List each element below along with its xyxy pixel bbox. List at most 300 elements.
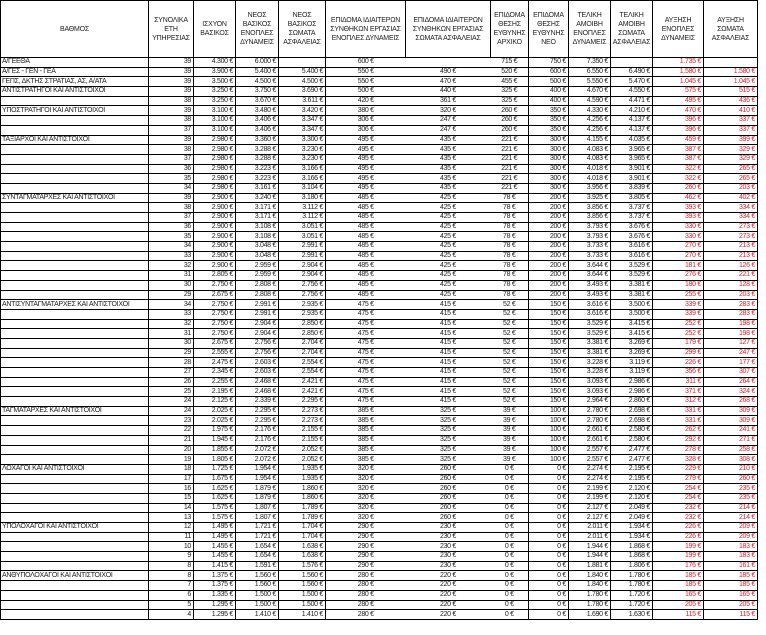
cell-current-basic: 2.750 €	[194, 280, 236, 290]
cell-total-pay-security: 2.580 €	[611, 426, 653, 436]
cell-responsibility-allowance-initial: 52 €	[491, 319, 529, 329]
cell-responsibility-allowance-new: 150 €	[529, 319, 569, 329]
cell-new-basic-armed: 1.410 €	[236, 610, 279, 620]
table-row	[1, 561, 758, 571]
cell-responsibility-allowance-initial: 52 €	[491, 309, 529, 319]
cell-special-allowance-security: 415 €	[406, 300, 491, 310]
cell-rank	[1, 610, 149, 620]
cell-special-allowance-security: 470 €	[406, 77, 491, 87]
cell-increase-security: 115 €	[704, 610, 758, 620]
cell-current-basic: 1.375 €	[194, 581, 236, 591]
cell-special-allowance-security: 435 €	[406, 174, 491, 184]
cell-years: 39	[149, 135, 194, 145]
cell-rank	[1, 309, 149, 319]
cell-increase-security: 329 €	[704, 154, 758, 164]
cell-increase-armed: 328 €	[653, 455, 704, 465]
cell-increase-armed: 179 €	[653, 338, 704, 348]
cell-years: 37	[149, 213, 194, 223]
cell-total-pay-security: 1.630 €	[611, 610, 653, 620]
cell-responsibility-allowance-initial: 78 €	[491, 280, 529, 290]
cell-new-basic-armed: 3.406 €	[236, 116, 279, 126]
table-row	[1, 416, 758, 426]
cell-current-basic: 1.455 €	[194, 552, 236, 562]
cell-responsibility-allowance-initial: 221 €	[491, 174, 529, 184]
cell-total-pay-security: 2.120 €	[611, 484, 653, 494]
cell-increase-armed: 330 €	[653, 232, 704, 242]
cell-responsibility-allowance-new: 350 €	[529, 125, 569, 135]
cell-increase-armed: 205 €	[653, 600, 704, 610]
cell-responsibility-allowance-initial: 52 €	[491, 300, 529, 310]
cell-increase-armed: 330 €	[653, 222, 704, 232]
cell-total-pay-armed: 3.228 €	[569, 368, 611, 378]
cell-rank	[1, 581, 149, 591]
cell-current-basic: 2.900 €	[194, 203, 236, 213]
cell-increase-security: 265 €	[704, 174, 758, 184]
cell-new-basic-armed: 1.721 €	[236, 532, 279, 542]
cell-current-basic: 1.625 €	[194, 484, 236, 494]
cell-years: 39	[149, 193, 194, 203]
cell-new-basic-armed: 2.295 €	[236, 416, 279, 426]
cell-special-allowance-security: 435 €	[406, 183, 491, 193]
cell-new-basic-security: 3.611 €	[279, 96, 326, 106]
cell-years: 18	[149, 464, 194, 474]
cell-responsibility-allowance-new: 0 €	[529, 464, 569, 474]
cell-total-pay-armed: 4.018 €	[569, 174, 611, 184]
table-row	[1, 309, 758, 319]
cell-special-allowance-security: 435 €	[406, 135, 491, 145]
header-rank: ΒΑΘΜΟΣ	[1, 1, 149, 58]
cell-rank	[1, 164, 149, 174]
cell-new-basic-armed: 3.048 €	[236, 251, 279, 261]
header-current-basic: ΙΣΧΥΟΝ ΒΑΣΙΚΟΣ	[194, 1, 236, 58]
cell-special-allowance-armed: 485 €	[326, 203, 406, 213]
cell-total-pay-security: 3.119 €	[611, 368, 653, 378]
cell-new-basic-security: 1.638 €	[279, 552, 326, 562]
cell-new-basic-security: 3.690 €	[279, 87, 326, 97]
cell-current-basic: 2.900 €	[194, 251, 236, 261]
cell-responsibility-allowance-new: 100 €	[529, 416, 569, 426]
cell-new-basic-armed: 2.756 €	[236, 338, 279, 348]
table-row	[1, 397, 758, 407]
cell-current-basic: 2.900 €	[194, 222, 236, 232]
cell-years: 12	[149, 523, 194, 533]
table-row	[1, 77, 758, 87]
cell-new-basic-security	[279, 58, 326, 68]
cell-total-pay-armed: 3.093 €	[569, 377, 611, 387]
cell-rank: ΓΕΠΣ, ΔΚΤΗΣ ΣΤΡΑΤΙΑΣ, ΑΣ, Α/ΑΤΑ	[1, 77, 149, 87]
cell-special-allowance-armed: 475 €	[326, 397, 406, 407]
cell-increase-armed: 387 €	[653, 145, 704, 155]
cell-total-pay-armed: 3.529 €	[569, 319, 611, 329]
cell-special-allowance-armed: 290 €	[326, 561, 406, 571]
cell-current-basic: 3.250 €	[194, 96, 236, 106]
cell-current-basic: 2.675 €	[194, 290, 236, 300]
table-row	[1, 271, 758, 281]
cell-rank	[1, 377, 149, 387]
cell-years: 39	[149, 58, 194, 68]
cell-responsibility-allowance-initial: 52 €	[491, 397, 529, 407]
cell-special-allowance-security: 425 €	[406, 251, 491, 261]
cell-increase-armed: 254 €	[653, 484, 704, 494]
cell-responsibility-allowance-new: 150 €	[529, 358, 569, 368]
table-row	[1, 581, 758, 591]
cell-total-pay-security: 1.934 €	[611, 532, 653, 542]
cell-responsibility-allowance-initial: 221 €	[491, 145, 529, 155]
cell-rank	[1, 280, 149, 290]
cell-increase-security: 214 €	[704, 503, 758, 513]
cell-years: 35	[149, 232, 194, 242]
cell-years: 30	[149, 280, 194, 290]
cell-new-basic-security: 1.704 €	[279, 532, 326, 542]
table-row	[1, 125, 758, 135]
cell-special-allowance-security: 361 €	[406, 96, 491, 106]
table-row	[1, 532, 758, 542]
cell-years: 32	[149, 319, 194, 329]
cell-total-pay-security: 1.720 €	[611, 590, 653, 600]
cell-new-basic-armed: 3.108 €	[236, 222, 279, 232]
cell-responsibility-allowance-new: 100 €	[529, 435, 569, 445]
cell-total-pay-armed: 4.018 €	[569, 164, 611, 174]
cell-total-pay-armed: 1.690 €	[569, 610, 611, 620]
cell-increase-security: 209 €	[704, 523, 758, 533]
cell-total-pay-armed: 7.350 €	[569, 58, 611, 68]
cell-increase-security: 213 €	[704, 242, 758, 252]
cell-new-basic-security: 2.904 €	[279, 271, 326, 281]
cell-responsibility-allowance-initial: 78 €	[491, 203, 529, 213]
cell-years: 20	[149, 445, 194, 455]
cell-current-basic: 2.675 €	[194, 338, 236, 348]
header-row	[1, 1, 758, 58]
cell-special-allowance-armed: 385 €	[326, 445, 406, 455]
cell-new-basic-armed: 2.603 €	[236, 368, 279, 378]
cell-total-pay-security: 4.471 €	[611, 96, 653, 106]
cell-new-basic-security: 2.756 €	[279, 280, 326, 290]
cell-responsibility-allowance-initial: 78 €	[491, 222, 529, 232]
cell-new-basic-armed: 2.603 €	[236, 358, 279, 368]
cell-new-basic-security: 3.230 €	[279, 145, 326, 155]
table-row	[1, 348, 758, 358]
cell-special-allowance-security: 435 €	[406, 154, 491, 164]
cell-current-basic: 3.100 €	[194, 106, 236, 116]
table-row	[1, 329, 758, 339]
cell-total-pay-security: 1.934 €	[611, 523, 653, 533]
cell-increase-security: 283 €	[704, 300, 758, 310]
cell-increase-armed: 260 €	[653, 183, 704, 193]
cell-current-basic: 2.750 €	[194, 329, 236, 339]
cell-increase-security: 185 €	[704, 581, 758, 591]
table-row	[1, 203, 758, 213]
cell-responsibility-allowance-new: 150 €	[529, 397, 569, 407]
table-row	[1, 406, 758, 416]
cell-responsibility-allowance-initial: 52 €	[491, 377, 529, 387]
cell-special-allowance-armed: 290 €	[326, 542, 406, 552]
cell-special-allowance-security: 440 €	[406, 87, 491, 97]
cell-special-allowance-armed: 475 €	[326, 309, 406, 319]
cell-increase-security: 177 €	[704, 358, 758, 368]
cell-total-pay-security: 3.119 €	[611, 358, 653, 368]
cell-special-allowance-armed: 475 €	[326, 319, 406, 329]
cell-total-pay-armed: 4.590 €	[569, 96, 611, 106]
cell-special-allowance-armed: 280 €	[326, 610, 406, 620]
cell-special-allowance-security: 230 €	[406, 532, 491, 542]
cell-total-pay-armed: 2.964 €	[569, 397, 611, 407]
table-row	[1, 116, 758, 126]
cell-special-allowance-security: 260 €	[406, 513, 491, 523]
cell-responsibility-allowance-initial: 0 €	[491, 513, 529, 523]
cell-special-allowance-security: 415 €	[406, 319, 491, 329]
cell-responsibility-allowance-new: 150 €	[529, 368, 569, 378]
cell-responsibility-allowance-new: 200 €	[529, 251, 569, 261]
cell-increase-security: 247 €	[704, 348, 758, 358]
cell-increase-security: 402 €	[704, 193, 758, 203]
cell-new-basic-armed: 1.500 €	[236, 590, 279, 600]
cell-responsibility-allowance-initial: 0 €	[491, 561, 529, 571]
cell-special-allowance-armed: 495 €	[326, 135, 406, 145]
header-increase-security: ΑΥΞΗΣΗ ΣΩΜΑΤΑ ΑΣΦΑΛΕΙΑΣ	[704, 1, 758, 58]
cell-special-allowance-armed: 290 €	[326, 523, 406, 533]
cell-current-basic: 2.345 €	[194, 368, 236, 378]
header-total-pay-security: ΤΕΛΙΚΗ ΑΜΟΙΒΗ ΣΩΜΑΤΑ ΑΣΦΑΛΕΙΑΣ	[611, 1, 653, 58]
cell-total-pay-security: 3.676 €	[611, 232, 653, 242]
cell-special-allowance-armed: 420 €	[326, 96, 406, 106]
cell-total-pay-armed: 3.493 €	[569, 280, 611, 290]
cell-new-basic-armed: 3.223 €	[236, 174, 279, 184]
cell-rank	[1, 493, 149, 503]
cell-new-basic-armed: 3.171 €	[236, 213, 279, 223]
cell-increase-armed: 255 €	[653, 290, 704, 300]
cell-responsibility-allowance-new: 150 €	[529, 348, 569, 358]
cell-increase-security: 241 €	[704, 426, 758, 436]
cell-increase-security: 183 €	[704, 542, 758, 552]
cell-new-basic-security: 3.104 €	[279, 183, 326, 193]
cell-total-pay-security: 2.986 €	[611, 387, 653, 397]
cell-years: 39	[149, 67, 194, 77]
cell-increase-armed: 311 €	[653, 377, 704, 387]
cell-special-allowance-armed: 485 €	[326, 213, 406, 223]
cell-special-allowance-security: 435 €	[406, 164, 491, 174]
cell-new-basic-armed: 1.560 €	[236, 571, 279, 581]
cell-increase-security: 126 €	[704, 261, 758, 271]
header-total-pay-armed: ΤΕΛΙΚΗ ΑΜΟΙΒΗ ΕΝΟΠΛΕΣ ΔΥΝΑΜΕΙΣ	[569, 1, 611, 58]
cell-increase-armed: 252 €	[653, 329, 704, 339]
cell-new-basic-security: 3.166 €	[279, 174, 326, 184]
cell-rank	[1, 232, 149, 242]
cell-total-pay-armed: 4.083 €	[569, 145, 611, 155]
cell-new-basic-security: 3.112 €	[279, 213, 326, 223]
cell-increase-armed: 322 €	[653, 164, 704, 174]
cell-total-pay-security: 3.965 €	[611, 154, 653, 164]
table-row	[1, 232, 758, 242]
cell-total-pay-armed: 2.127 €	[569, 513, 611, 523]
table-row	[1, 464, 758, 474]
cell-increase-security: 334 €	[704, 203, 758, 213]
cell-responsibility-allowance-new: 200 €	[529, 222, 569, 232]
cell-special-allowance-security: 415 €	[406, 338, 491, 348]
cell-special-allowance-armed: 320 €	[326, 503, 406, 513]
cell-new-basic-armed: 1.721 €	[236, 523, 279, 533]
cell-new-basic-armed: 1.879 €	[236, 493, 279, 503]
cell-new-basic-security: 1.935 €	[279, 474, 326, 484]
cell-special-allowance-armed: 485 €	[326, 242, 406, 252]
cell-increase-security: 273 €	[704, 232, 758, 242]
cell-new-basic-security: 2.850 €	[279, 319, 326, 329]
cell-years: 31	[149, 329, 194, 339]
cell-total-pay-security: 3.616 €	[611, 242, 653, 252]
cell-years: 39	[149, 77, 194, 87]
cell-total-pay-armed: 1.780 €	[569, 600, 611, 610]
cell-current-basic: 2.980 €	[194, 135, 236, 145]
cell-current-basic: 1.335 €	[194, 590, 236, 600]
cell-rank	[1, 600, 149, 610]
cell-new-basic-security: 3.051 €	[279, 222, 326, 232]
cell-current-basic: 1.495 €	[194, 532, 236, 542]
cell-new-basic-armed: 2.468 €	[236, 377, 279, 387]
cell-increase-security	[704, 58, 758, 68]
cell-special-allowance-security: 220 €	[406, 581, 491, 591]
table-row	[1, 135, 758, 145]
table-body	[1, 58, 758, 620]
cell-current-basic: 2.255 €	[194, 377, 236, 387]
cell-current-basic: 2.900 €	[194, 232, 236, 242]
cell-rank	[1, 513, 149, 523]
cell-special-allowance-armed: 380 €	[326, 106, 406, 116]
cell-special-allowance-security: 325 €	[406, 416, 491, 426]
cell-special-allowance-armed: 495 €	[326, 183, 406, 193]
cell-total-pay-security: 4.550 €	[611, 87, 653, 97]
cell-special-allowance-security: 435 €	[406, 145, 491, 155]
cell-special-allowance-armed: 475 €	[326, 377, 406, 387]
cell-special-allowance-armed: 385 €	[326, 426, 406, 436]
cell-increase-security: 165 €	[704, 590, 758, 600]
table-row	[1, 377, 758, 387]
cell-increase-armed: 1.045 €	[653, 77, 704, 87]
table-row	[1, 164, 758, 174]
cell-current-basic: 1.375 €	[194, 571, 236, 581]
cell-responsibility-allowance-new: 100 €	[529, 406, 569, 416]
cell-total-pay-security: 2.195 €	[611, 464, 653, 474]
cell-new-basic-armed: 2.339 €	[236, 397, 279, 407]
cell-increase-security: 258 €	[704, 445, 758, 455]
cell-increase-armed: 185 €	[653, 581, 704, 591]
cell-rank: ΑΝΤΙΣΥΝΤΑΓΜΑΤΑΡΧΕΣ ΚΑΙ ΑΝΤΙΣΤΟΙΧΟΙ	[1, 300, 149, 310]
table-row	[1, 590, 758, 600]
cell-increase-armed: 181 €	[653, 261, 704, 271]
cell-responsibility-allowance-new: 200 €	[529, 271, 569, 281]
cell-special-allowance-armed: 485 €	[326, 193, 406, 203]
cell-rank: ΥΠΟΣΤΡΑΤΗΓΟΙ ΚΑΙ ΑΝΤΙΣΤΟΙΧΟΙ	[1, 106, 149, 116]
cell-increase-armed: 495 €	[653, 96, 704, 106]
cell-special-allowance-armed: 385 €	[326, 416, 406, 426]
cell-responsibility-allowance-new: 200 €	[529, 280, 569, 290]
cell-new-basic-armed: 3.171 €	[236, 203, 279, 213]
cell-current-basic: 2.750 €	[194, 300, 236, 310]
cell-increase-armed: 254 €	[653, 493, 704, 503]
cell-years: 33	[149, 309, 194, 319]
cell-special-allowance-armed: 495 €	[326, 164, 406, 174]
cell-total-pay-security: 3.269 €	[611, 348, 653, 358]
cell-new-basic-armed: 3.288 €	[236, 145, 279, 155]
cell-new-basic-security: 2.935 €	[279, 300, 326, 310]
cell-rank: ΤΑΓΜΑΤΑΡΧΕΣ ΚΑΙ ΑΝΤΙΣΤΟΙΧΟΙ	[1, 406, 149, 416]
cell-new-basic-security: 2.991 €	[279, 242, 326, 252]
table-row	[1, 280, 758, 290]
cell-current-basic: 1.455 €	[194, 542, 236, 552]
cell-total-pay-security: 1.780 €	[611, 571, 653, 581]
cell-total-pay-armed: 2.011 €	[569, 523, 611, 533]
table-row	[1, 261, 758, 271]
cell-special-allowance-armed: 495 €	[326, 174, 406, 184]
header-special-allowance-armed: ΕΠΙΔΟΜΑ ΙΔΙΑΙΤΕΡΩΝ ΣΥΝΘΗΚΩΝ ΕΡΓΑΣΙΑΣ ΕΝΟΠΛΕΣ ΔΥΝΑΜΕΙΣ	[326, 1, 406, 58]
cell-increase-armed: 312 €	[653, 397, 704, 407]
cell-increase-armed: 396 €	[653, 125, 704, 135]
cell-special-allowance-armed: 306 €	[326, 125, 406, 135]
cell-total-pay-armed: 2.274 €	[569, 464, 611, 474]
cell-rank	[1, 503, 149, 513]
cell-responsibility-allowance-new: 0 €	[529, 513, 569, 523]
cell-rank	[1, 261, 149, 271]
cell-years: 22	[149, 426, 194, 436]
cell-total-pay-security: 4.137 €	[611, 116, 653, 126]
cell-responsibility-allowance-new: 400 €	[529, 96, 569, 106]
cell-increase-security: 1.045 €	[704, 77, 758, 87]
cell-special-allowance-armed: 485 €	[326, 232, 406, 242]
cell-total-pay-security: 2.698 €	[611, 416, 653, 426]
cell-new-basic-armed: 1.560 €	[236, 581, 279, 591]
table-row	[1, 183, 758, 193]
cell-special-allowance-armed: 320 €	[326, 493, 406, 503]
cell-years: 8	[149, 561, 194, 571]
cell-responsibility-allowance-initial: 78 €	[491, 242, 529, 252]
cell-total-pay-armed: 1.840 €	[569, 571, 611, 581]
cell-new-basic-security: 3.230 €	[279, 154, 326, 164]
cell-total-pay-armed: 2.780 €	[569, 406, 611, 416]
cell-new-basic-security: 2.421 €	[279, 387, 326, 397]
cell-special-allowance-security: 325 €	[406, 406, 491, 416]
cell-total-pay-security: 2.195 €	[611, 474, 653, 484]
cell-special-allowance-armed: 485 €	[326, 280, 406, 290]
cell-responsibility-allowance-new: 150 €	[529, 387, 569, 397]
cell-responsibility-allowance-new: 150 €	[529, 309, 569, 319]
cell-increase-security: 213 €	[704, 251, 758, 261]
cell-new-basic-security: 3.112 €	[279, 203, 326, 213]
cell-responsibility-allowance-initial: 52 €	[491, 329, 529, 339]
cell-years: 30	[149, 338, 194, 348]
cell-responsibility-allowance-initial: 260 €	[491, 125, 529, 135]
cell-new-basic-armed: 3.288 €	[236, 154, 279, 164]
cell-rank	[1, 96, 149, 106]
table-row	[1, 600, 758, 610]
cell-responsibility-allowance-initial: 260 €	[491, 116, 529, 126]
cell-new-basic-armed: 6.000 €	[236, 58, 279, 68]
cell-special-allowance-security: 415 €	[406, 368, 491, 378]
cell-rank	[1, 125, 149, 135]
cell-responsibility-allowance-new: 0 €	[529, 484, 569, 494]
cell-new-basic-security: 1.860 €	[279, 493, 326, 503]
cell-total-pay-armed: 3.925 €	[569, 193, 611, 203]
cell-total-pay-armed: 3.733 €	[569, 242, 611, 252]
table-row	[1, 251, 758, 261]
header-new-basic-security: ΝΕΟΣ ΒΑΣΙΚΟΣ ΣΩΜΑΤΑ ΑΣΦΑΛΕΙΑΣ	[279, 1, 326, 58]
cell-increase-security: 221 €	[704, 271, 758, 281]
cell-years: 34	[149, 300, 194, 310]
cell-new-basic-armed: 3.750 €	[236, 87, 279, 97]
cell-increase-security: 1.580 €	[704, 67, 758, 77]
cell-increase-armed: 575 €	[653, 87, 704, 97]
cell-rank	[1, 474, 149, 484]
cell-total-pay-armed: 5.550 €	[569, 77, 611, 87]
header-years: ΣΥΝΟΛΙΚΑ ΕΤΗ ΥΠΗΡΕΣΙΑΣ	[149, 1, 194, 58]
cell-rank	[1, 338, 149, 348]
